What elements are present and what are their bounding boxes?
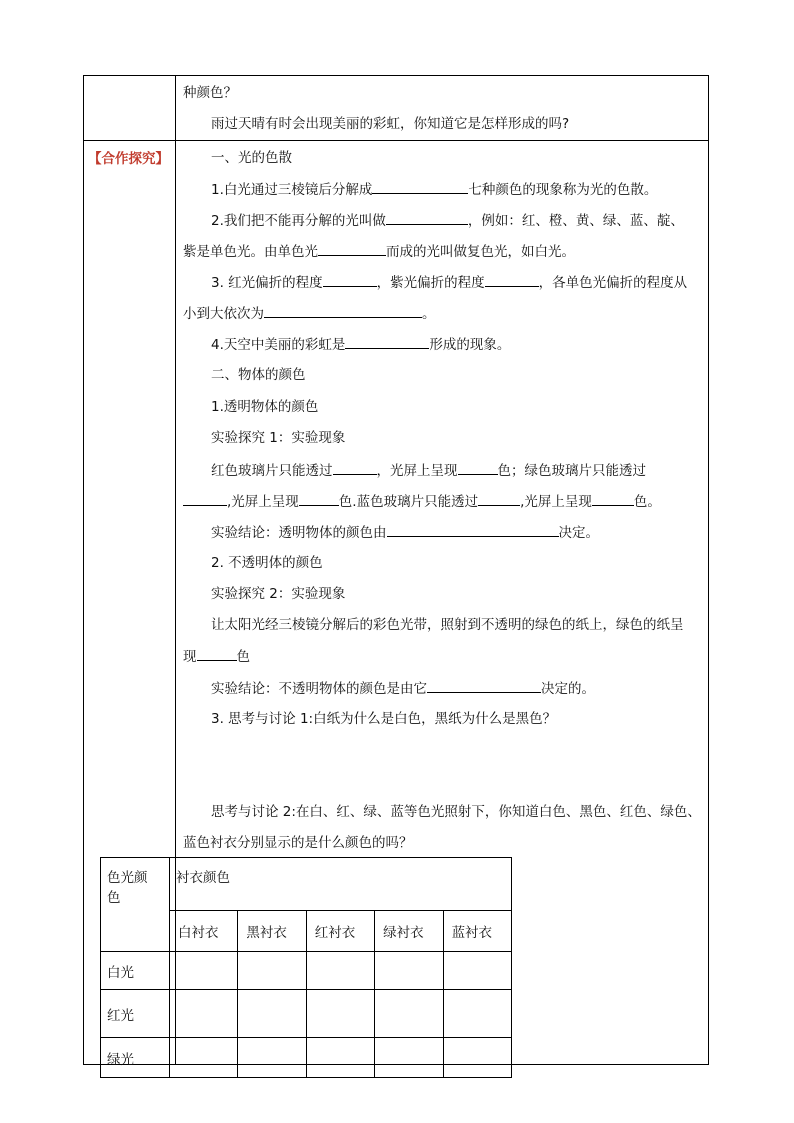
table-row-label: 绿光	[101, 1038, 170, 1078]
answer-blank[interactable]	[264, 303, 422, 318]
table-group-header: 衬衣颜色	[170, 858, 512, 911]
s2-exp1-line-1	[211, 460, 646, 481]
answer-blank[interactable]	[323, 272, 377, 287]
e2-text-c: 色	[236, 649, 250, 665]
section-label: 【合作探究】	[88, 151, 169, 167]
s2-discussion-1: 3. 思考与讨论 1:白纸为什么是白色，黑纸为什么是黑色？	[211, 711, 557, 727]
s1-paragraph-2-cont	[183, 241, 575, 262]
answer-blank[interactable]	[485, 272, 539, 287]
e1-text-f: ,光屏上呈现	[520, 494, 592, 510]
table-row-label: 红光	[101, 990, 170, 1038]
s1-p3-text-a: 3. 红光偏折的程度	[211, 275, 323, 291]
table-cell[interactable]	[443, 952, 511, 990]
s1-p2-text-a: 2.我们把不能再分解的光叫做	[211, 213, 386, 229]
s1-p4-text-b: 形成的现象。	[429, 337, 511, 353]
table-cell[interactable]	[306, 1038, 374, 1078]
table-col-header: 红衬衣	[306, 911, 374, 952]
table-cell[interactable]	[375, 990, 443, 1038]
e1-text-e: 色.蓝色玻璃片只能透过	[338, 494, 479, 510]
e1-text-b: ，光屏上呈现	[376, 463, 458, 479]
table-cell[interactable]	[238, 990, 306, 1038]
answer-blank[interactable]	[197, 646, 237, 661]
intro-line-2: 雨过天晴有时会出现美丽的彩虹，你知道它是怎样形成的吗?	[211, 116, 570, 132]
table-cell[interactable]	[375, 1038, 443, 1078]
s2-discussion-2-line-1: 思考与讨论 2:在白、红、绿、蓝等色光照射下，你知道白色、黑色、红色、绿色、	[211, 804, 701, 820]
s2-sub-2: 2. 不透明体的颜色	[211, 555, 323, 571]
e1-text-d: ,光屏上呈现	[227, 494, 299, 510]
answer-blank[interactable]	[387, 522, 559, 537]
s2-sub-1: 1.透明物体的颜色	[211, 399, 319, 415]
s1-paragraph-2	[211, 210, 684, 231]
answer-blank[interactable]	[333, 460, 377, 475]
s1-p3-text-e: 。	[422, 306, 436, 322]
s1-p2-text-d: 而成的光叫做复色光，如白光。	[386, 244, 575, 260]
table-cell[interactable]	[238, 952, 306, 990]
e1-text-a: 红色玻璃片只能透过	[211, 463, 333, 479]
answer-blank[interactable]	[592, 491, 634, 506]
s1-p1-text-a: 1.白光通过三棱镜后分解成	[211, 182, 373, 198]
table-corner-cell: 色光颜色	[101, 858, 170, 952]
s1-paragraph-4	[211, 334, 510, 355]
intro-line-1: 种颜色？	[183, 85, 237, 101]
table-cell[interactable]	[238, 1038, 306, 1078]
answer-blank[interactable]	[458, 460, 498, 475]
section2-title: 二、物体的颜色	[211, 367, 306, 383]
s2-exp1-line-2	[183, 491, 661, 512]
answer-blank[interactable]	[386, 210, 468, 225]
table-cell[interactable]	[306, 990, 374, 1038]
table-cell[interactable]	[443, 1038, 511, 1078]
e1-text-g: 色。	[633, 494, 661, 510]
s2-discussion-2-line-2: 蓝色衬衣分别显示的是什么颜色的吗？	[183, 835, 413, 851]
s1-p1-text-b: 七种颜色的现象称为光的色散。	[468, 182, 658, 198]
table-cell[interactable]	[170, 990, 238, 1038]
table-col-header: 黑衬衣	[238, 911, 306, 952]
answer-blank[interactable]	[183, 491, 227, 506]
s1-p4-text-a: 4.天空中美丽的彩虹是	[211, 337, 346, 353]
s2-exp2-line-1: 让太阳光经三棱镜分解后的彩色光带，照射到不透明的绿色的纸上，绿色的纸呈	[211, 617, 684, 633]
table-cell[interactable]	[170, 1038, 238, 1078]
table-cell[interactable]	[443, 990, 511, 1038]
table-row-label: 白光	[101, 952, 170, 990]
s2-experiment-2: 实验探究 2：实验现象	[211, 586, 346, 602]
s2-exp2-line-2	[183, 646, 250, 667]
table-col-header: 白衬衣	[170, 911, 238, 952]
s1-paragraph-3	[211, 272, 687, 293]
table-row	[101, 952, 512, 990]
s1-paragraph-3-cont	[183, 303, 436, 324]
answer-blank[interactable]	[299, 491, 339, 506]
table-cell[interactable]	[170, 952, 238, 990]
c1-text-b: 决定。	[558, 525, 599, 541]
e2-text-b: 现	[183, 649, 197, 665]
answer-blank[interactable]	[372, 179, 468, 194]
c1-text-a: 实验结论：透明物体的颜色由	[211, 525, 387, 541]
table-row	[101, 990, 512, 1038]
s2-conclusion-1	[211, 522, 599, 543]
s2-conclusion-2	[211, 678, 595, 699]
table-cell[interactable]	[375, 952, 443, 990]
table-cell[interactable]	[306, 952, 374, 990]
answer-blank[interactable]	[345, 334, 429, 349]
e1-text-c: 色；绿色玻璃片只能透过	[497, 463, 646, 479]
table-row	[101, 1038, 512, 1078]
s1-paragraph-1	[211, 179, 657, 200]
s1-p3-text-b: ，紫光偏折的程度	[376, 275, 485, 291]
s1-p3-text-d: 小到大依次为	[183, 306, 264, 322]
c2-text-b: 决定的。	[541, 681, 595, 697]
answer-blank[interactable]	[318, 241, 386, 256]
row-divider	[84, 140, 708, 141]
table-col-header: 绿衬衣	[375, 911, 443, 952]
s1-p2-text-c: 紫是单色光。由单色光	[183, 244, 318, 260]
s1-p2-text-b: ，例如：红、橙、黄、绿、蓝、靛、	[467, 213, 684, 229]
s1-p3-text-c: ，各单色光偏折的程度从	[538, 275, 688, 291]
shirt-color-table	[100, 857, 512, 1078]
answer-blank[interactable]	[427, 678, 541, 693]
section1-title: 一、光的色散	[211, 150, 292, 166]
s2-experiment-1: 实验探究 1：实验现象	[211, 430, 346, 446]
table-col-header: 蓝衬衣	[443, 911, 511, 952]
c2-text-a: 实验结论：不透明物体的颜色是由它	[211, 681, 427, 697]
answer-blank[interactable]	[478, 491, 520, 506]
